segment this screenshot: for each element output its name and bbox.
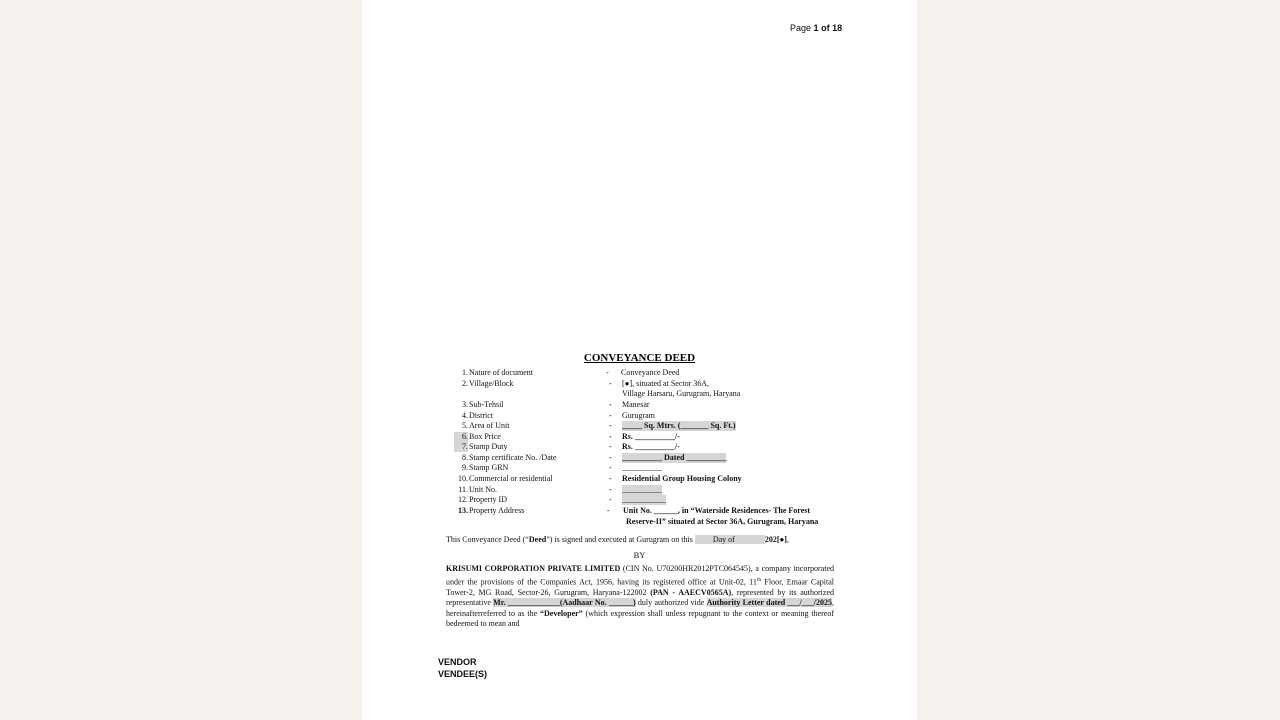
row-value: Residential Group Housing Colony <box>622 474 742 483</box>
row-dash: - <box>609 484 612 494</box>
row-number: 8. <box>462 452 468 462</box>
row-dash: - <box>609 495 612 504</box>
row-number: 6. <box>454 432 468 442</box>
document-title: CONVEYANCE DEED <box>583 352 696 364</box>
row-dash: - <box>609 431 612 441</box>
row-number: 13. <box>458 506 468 515</box>
row-number: 5. <box>462 421 468 430</box>
day-blank <box>695 535 765 544</box>
row-label: Box Price <box>469 431 501 441</box>
row-dash: - <box>609 474 612 483</box>
row-value: Manesar <box>622 400 650 409</box>
row-value: Conveyance Deed <box>621 368 680 377</box>
row-dash: - <box>609 452 612 462</box>
row-label: Property ID <box>469 495 507 504</box>
row-number: 4. <box>462 410 468 420</box>
row-label: Sub-Tehsil <box>469 400 504 409</box>
party-paragraph <box>446 564 834 630</box>
authority-letter: Authority Letter dated ___/___/2025 <box>706 598 832 608</box>
page-number <box>790 23 842 33</box>
row-dash: - <box>609 463 612 472</box>
row-number: 7. <box>454 442 468 452</box>
row-number: 9. <box>462 463 468 472</box>
year-field: 202[●] <box>764 535 787 544</box>
developer-term: “Developer” <box>540 608 583 618</box>
row-value-cont: Reserve-II” situated at Sector 36A, Gurugram, Haryana <box>626 516 819 526</box>
row-number: 10. <box>458 474 468 483</box>
row-label: Stamp Duty <box>469 442 508 451</box>
row-dash: - <box>609 400 612 409</box>
row-dash: - <box>606 368 609 377</box>
company-name: KRISUMI CORPORATION PRIVATE LIMITED <box>446 564 621 573</box>
footer-vendee: VENDEE(S) <box>438 669 488 679</box>
row-label: Property Address <box>469 506 525 515</box>
row-number: 2. <box>462 379 468 388</box>
row-value: __________ <box>622 463 662 472</box>
row-label: Commercial or residential <box>469 474 553 483</box>
page-prefix: Page <box>790 23 812 33</box>
row-value: Rs. __________/- <box>622 442 680 451</box>
row-number: 1. <box>462 368 468 377</box>
row-label: Nature of document <box>469 368 533 377</box>
row-dash: - <box>607 506 610 515</box>
superscript-th: th <box>756 576 762 583</box>
document-page <box>362 0 917 720</box>
row-value-cont: Village Harsaru, Gurugram, Haryana <box>622 389 741 398</box>
authorized-text: duly authorized vide <box>635 598 707 608</box>
row-value: Gurugram <box>622 410 655 420</box>
row-dash: - <box>609 410 612 420</box>
row-value: __________ Dated __________ <box>622 452 727 462</box>
page-of: of <box>821 23 830 33</box>
row-value: __________ <box>622 484 662 494</box>
intro-paragraph <box>446 535 834 546</box>
representative-text: , represented by its authorized representative <box>446 587 835 608</box>
footer-vendor: VENDOR <box>438 657 477 667</box>
row-label: Stamp certificate No. /Date <box>469 452 557 462</box>
row-value: [●], situated at Sector 36A, <box>622 379 710 388</box>
intro-text-2: ”) is signed and executed at Gurugram on this <box>546 535 695 544</box>
row-dash: - <box>609 421 612 430</box>
company-address: Floor, Emaar Capital Tower-2, MG Road, Sector-26, Gurugram, Haryana-122002 <box>446 577 835 597</box>
intro-text: This Conveyance Deed (“ <box>446 535 529 544</box>
row-label: Stamp GRN <box>469 463 509 472</box>
row-number: 3. <box>462 400 468 409</box>
row-value: Rs. __________/- <box>622 431 680 441</box>
row-label: Area of Unit <box>469 421 510 430</box>
row-dash: - <box>609 442 612 451</box>
by-heading: BY <box>633 550 646 560</box>
row-value: ___________ <box>622 495 666 504</box>
representative-blank: Mr. _____________(Aadhaar No. ______) <box>493 598 636 608</box>
expression-text: (which expression shall unless repugnant to the context or meaning thereof bedeemed to mean and <box>446 608 835 629</box>
intro-end: , <box>786 535 789 544</box>
company-pan: (PAN - AAECV0565A) <box>650 587 732 597</box>
day-of-label: Day of <box>712 535 735 544</box>
row-label: Village/Block <box>469 379 514 388</box>
page-current: 1 <box>813 23 819 33</box>
company-cin: (CIN No. U70200HR2012PTC064545), a company incorporated under the provisions of the Companies Act, 1956, having its registered office at Unit-02, 11 <box>446 564 834 587</box>
row-value: _____ Sq. Mtrs. (_______ Sq. Ft.) <box>622 421 736 430</box>
row-number: 11. <box>458 484 468 494</box>
row-dash: - <box>609 379 612 388</box>
hereinafter-text: , hereinafterreferred to as the <box>446 598 834 618</box>
row-number: 12. <box>458 495 468 504</box>
row-label: District <box>469 410 493 420</box>
row-value: Unit No. ______, in “Waterside Residences- The Forest <box>623 506 811 515</box>
row-label: Unit No. <box>469 484 497 494</box>
deed-term: Deed <box>528 535 547 544</box>
page-total: 18 <box>832 23 843 33</box>
